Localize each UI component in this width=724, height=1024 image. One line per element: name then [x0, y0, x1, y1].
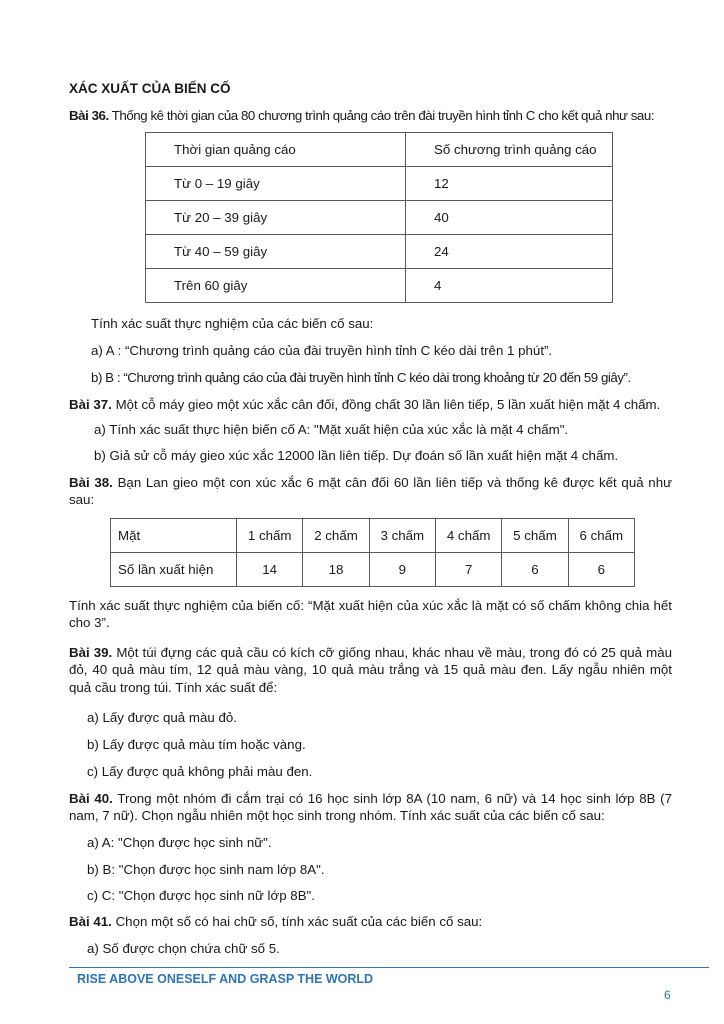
table-cell: 2 chấm [303, 519, 369, 553]
row-header: Mặt [111, 519, 237, 553]
table-cell: 24 [406, 235, 613, 269]
problem-text: Bạn Lan gieo một con xúc xắc 6 mặt cân đối 60 lần liên tiếp và thống kê được kết quả như sau: [69, 475, 673, 508]
footer-divider [69, 967, 709, 968]
page-number: 6 [664, 988, 671, 1002]
table-cell: 6 [568, 553, 634, 587]
problem-37 [69, 396, 672, 413]
problem-39 [69, 644, 672, 696]
table-row [111, 519, 635, 553]
table-cell: 6 [502, 553, 568, 587]
problem-text: Chọn một số có hai chữ số, tính xác suất của các biến cố sau: [115, 914, 483, 929]
sub-question-c: c) Lấy được quả không phải màu đen. [87, 764, 313, 779]
table-cell: 5 chấm [502, 519, 568, 553]
sub-question-b: b) B: "Chọn được học sinh nam lớp 8A". [87, 862, 325, 877]
problem-text: Thống kê thời gian của 80 chương trình quảng cáo trên đài truyền hình tỉnh C cho kết quả như sau: [111, 108, 655, 123]
table-cell: Từ 40 – 59 giây [146, 235, 406, 269]
problem-36 [69, 107, 672, 124]
dice-results-table [110, 518, 635, 587]
table-cell: 4 chấm [435, 519, 501, 553]
sub-question-b: b) Giả sử cỗ máy gieo xúc xắc 12000 lần liên tiếp. Dự đoán số lần xuất hiện mặt 4 chấm. [94, 448, 619, 463]
table-cell: 3 chấm [369, 519, 435, 553]
footer-slogan: RISE ABOVE ONESELF AND GRASP THE WORLD [77, 972, 374, 986]
problem-label: Bài 38. [69, 475, 113, 490]
problem-41 [69, 913, 672, 930]
problem-label: Bài 37. [69, 397, 112, 412]
sub-question-a: a) A : “Chương trình quảng cáo của đài truyền hình tỉnh C kéo dài trên 1 phút”. [91, 343, 553, 358]
problem-text: Một cỗ máy gieo một xúc xắc cân đối, đồng chất 30 lần liên tiếp, 5 lần xuất hiện mặt 4 chấm. [115, 397, 661, 412]
table-cell: 40 [406, 201, 613, 235]
sub-question-b: b) B : “Chương trình quảng cáo của đài truyền hình tỉnh C kéo dài trong khoảng từ 20 đến 59 giây”. [91, 370, 631, 385]
table-header-row [146, 133, 613, 167]
table-header-cell: Số chương trình quảng cáo [406, 133, 613, 167]
table-row [111, 553, 635, 587]
problem-label: Bài 41. [69, 914, 112, 929]
table-row [146, 269, 613, 303]
table-cell: 4 [406, 269, 613, 303]
sub-question-c: c) C: "Chọn được học sinh nữ lớp 8B". [87, 888, 315, 903]
table-cell: Từ 20 – 39 giây [146, 201, 406, 235]
problem-intro: Tính xác suất thực nghiệm của các biến cố sau: [91, 316, 374, 331]
sub-question-b: b) Lấy được quả màu tím hoặc vàng. [87, 737, 306, 752]
sub-question-a: a) A: "Chọn được học sinh nữ". [87, 835, 272, 850]
problem-40 [69, 790, 672, 825]
problem-label: Bài 36. [69, 108, 109, 123]
table-row [146, 235, 613, 269]
table-cell: 7 [435, 553, 501, 587]
table-cell: 9 [369, 553, 435, 587]
sub-question-a: a) Tính xác suất thực hiện biến cố A: "Mặt xuất hiện của xúc xắc là mặt 4 chấm". [94, 422, 569, 437]
problem-text: Trong một nhóm đi cắm trại có 16 học sinh lớp 8A (10 nam, 6 nữ) và 14 học sinh lớp 8B (7 nam, 7 nữ). Chọn ngẫu nhiên một học sinh trong nhóm. Tính xác suất của các biến cố sau: [69, 791, 672, 824]
section-heading: XÁC XUẤT CỦA BIẾN CỐ [69, 81, 231, 96]
problem-label: Bài 40. [69, 791, 113, 806]
table-cell: Từ 0 – 19 giây [146, 167, 406, 201]
table-row [146, 167, 613, 201]
table-cell: 18 [303, 553, 369, 587]
table-cell: 6 chấm [568, 519, 634, 553]
table-row [146, 201, 613, 235]
problem-text: Một túi đựng các quả cầu có kích cỡ giống nhau, khác nhau về màu, trong đó có 25 quả màu đỏ, 40 quả màu tím, 12 quả màu vàng, 10 quả màu trắng và 15 quả màu đen. Lấy ngẫu nhiên một quả cầu trong túi. Tính xác suất để: [69, 645, 672, 695]
row-header: Số lần xuất hiện [111, 553, 237, 587]
table-cell: 1 chấm [237, 519, 303, 553]
problem-question: Tính xác suất thực nghiệm của biến cố: “Mặt xuất hiện của xúc xắc là mặt có số chấm không chia hết cho 3”. [69, 598, 672, 631]
table-header-cell: Thời gian quảng cáo [146, 133, 406, 167]
problem-label: Bài 39. [69, 645, 113, 660]
sub-question-a: a) Số được chọn chứa chữ số 5. [87, 941, 280, 956]
table-cell: Trên 60 giây [146, 269, 406, 303]
table-cell: 12 [406, 167, 613, 201]
table-cell: 14 [237, 553, 303, 587]
sub-question-a: a) Lấy được quả màu đỏ. [87, 710, 237, 725]
ad-duration-table [145, 132, 613, 303]
problem-38 [69, 474, 672, 509]
